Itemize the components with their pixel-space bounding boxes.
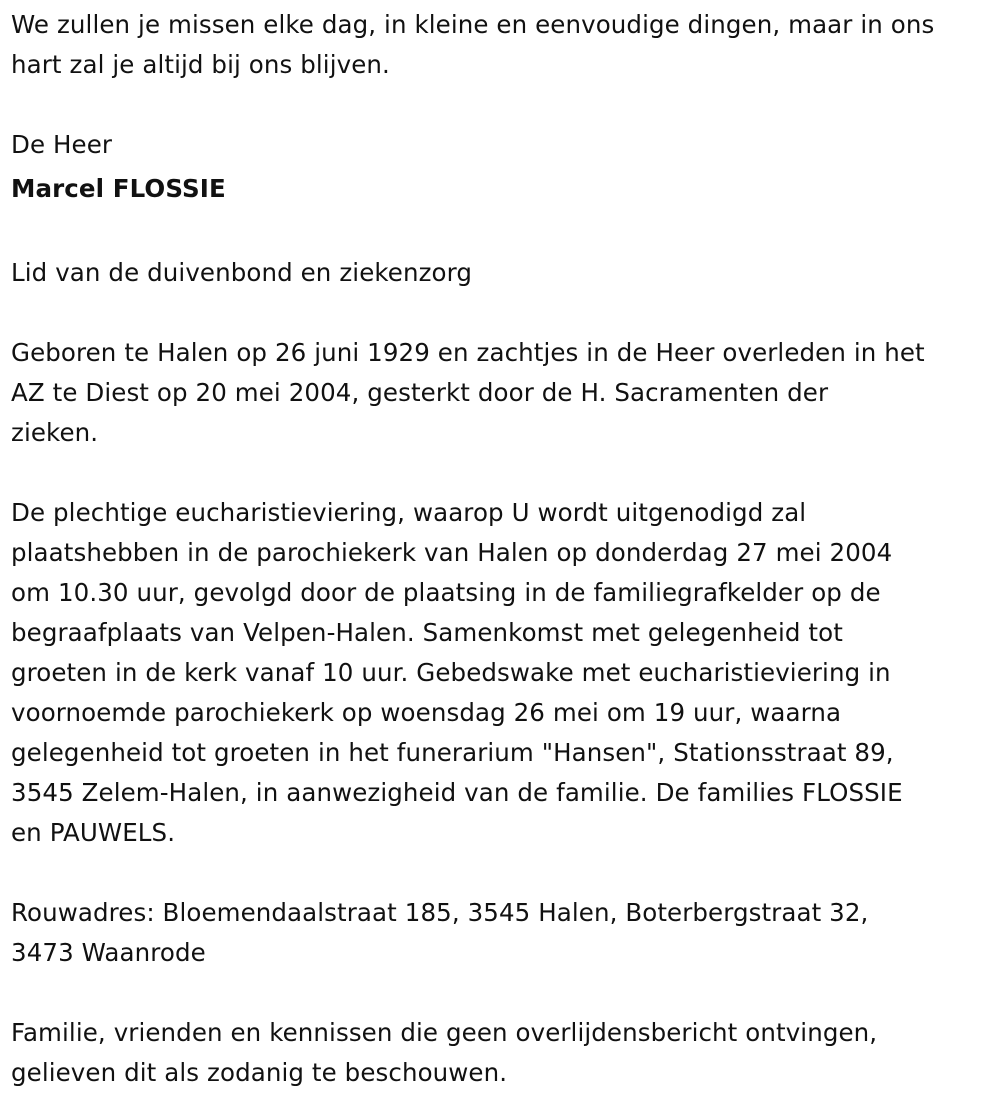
- address-line: Rouwadres: Bloemendaalstraat 185, 3545 Halen, Boterbergstraat 32,: [11, 898, 869, 927]
- ceremony-line: en PAUWELS.: [11, 818, 176, 847]
- intro-line: hart zal je altijd bij ons blijven.: [11, 50, 390, 79]
- closing-paragraph: [11, 1013, 991, 1093]
- address-paragraph: [11, 893, 991, 973]
- intro-paragraph: [11, 0, 991, 85]
- ceremony-line: groeten in de kerk vanaf 10 uur. Gebedswake met eucharistieviering in: [11, 658, 891, 687]
- spacer: [11, 453, 991, 493]
- ceremony-line: begraafplaats van Velpen-Halen. Samenkomst met gelegenheid tot: [11, 618, 843, 647]
- closing-line: Familie, vrienden en kennissen die geen overlijdensbericht ontvingen,: [11, 1018, 878, 1047]
- birth-death-paragraph: [11, 333, 991, 453]
- obituary-document: [11, 0, 991, 1093]
- closing-line: gelieven dit als zodanig te beschouwen.: [11, 1058, 508, 1087]
- membership-line: Lid van de duivenbond en ziekenzorg: [11, 258, 473, 287]
- ceremony-line: gelegenheid tot groeten in het funerarium "Hansen", Stationsstraat 89,: [11, 738, 894, 767]
- ceremony-line: voornoemde parochiekerk op woensdag 26 mei om 19 uur, waarna: [11, 698, 842, 727]
- ceremony-line: 3545 Zelem-Halen, in aanwezigheid van de familie. De families FLOSSIE: [11, 778, 903, 807]
- salutation: [11, 125, 991, 165]
- ceremony-line: plaatshebben in de parochiekerk van Halen op donderdag 27 mei 2004: [11, 538, 893, 567]
- address-line: 3473 Waanrode: [11, 938, 206, 967]
- membership-paragraph: [11, 253, 991, 293]
- spacer: [11, 973, 991, 1013]
- birth-death-line: zieken.: [11, 418, 99, 447]
- ceremony-line: om 10.30 uur, gevolgd door de plaatsing in de familiegrafkelder op de: [11, 578, 881, 607]
- spacer: [11, 85, 991, 125]
- deceased-name: [11, 165, 991, 213]
- salutation-text: De Heer: [11, 130, 113, 159]
- birth-death-line: Geboren te Halen op 26 juni 1929 en zachtjes in de Heer overleden in het: [11, 338, 925, 367]
- spacer: [11, 853, 991, 893]
- ceremony-line: De plechtige eucharistieviering, waarop U wordt uitgenodigd zal: [11, 498, 807, 527]
- ceremony-paragraph: [11, 493, 991, 853]
- deceased-name-text: Marcel FLOSSIE: [11, 174, 226, 203]
- birth-death-line: AZ te Diest op 20 mei 2004, gesterkt door de H. Sacramenten der: [11, 378, 829, 407]
- spacer: [11, 293, 991, 333]
- intro-line: We zullen je missen elke dag, in kleine en eenvoudige dingen, maar in ons: [11, 10, 935, 39]
- spacer: [11, 213, 991, 253]
